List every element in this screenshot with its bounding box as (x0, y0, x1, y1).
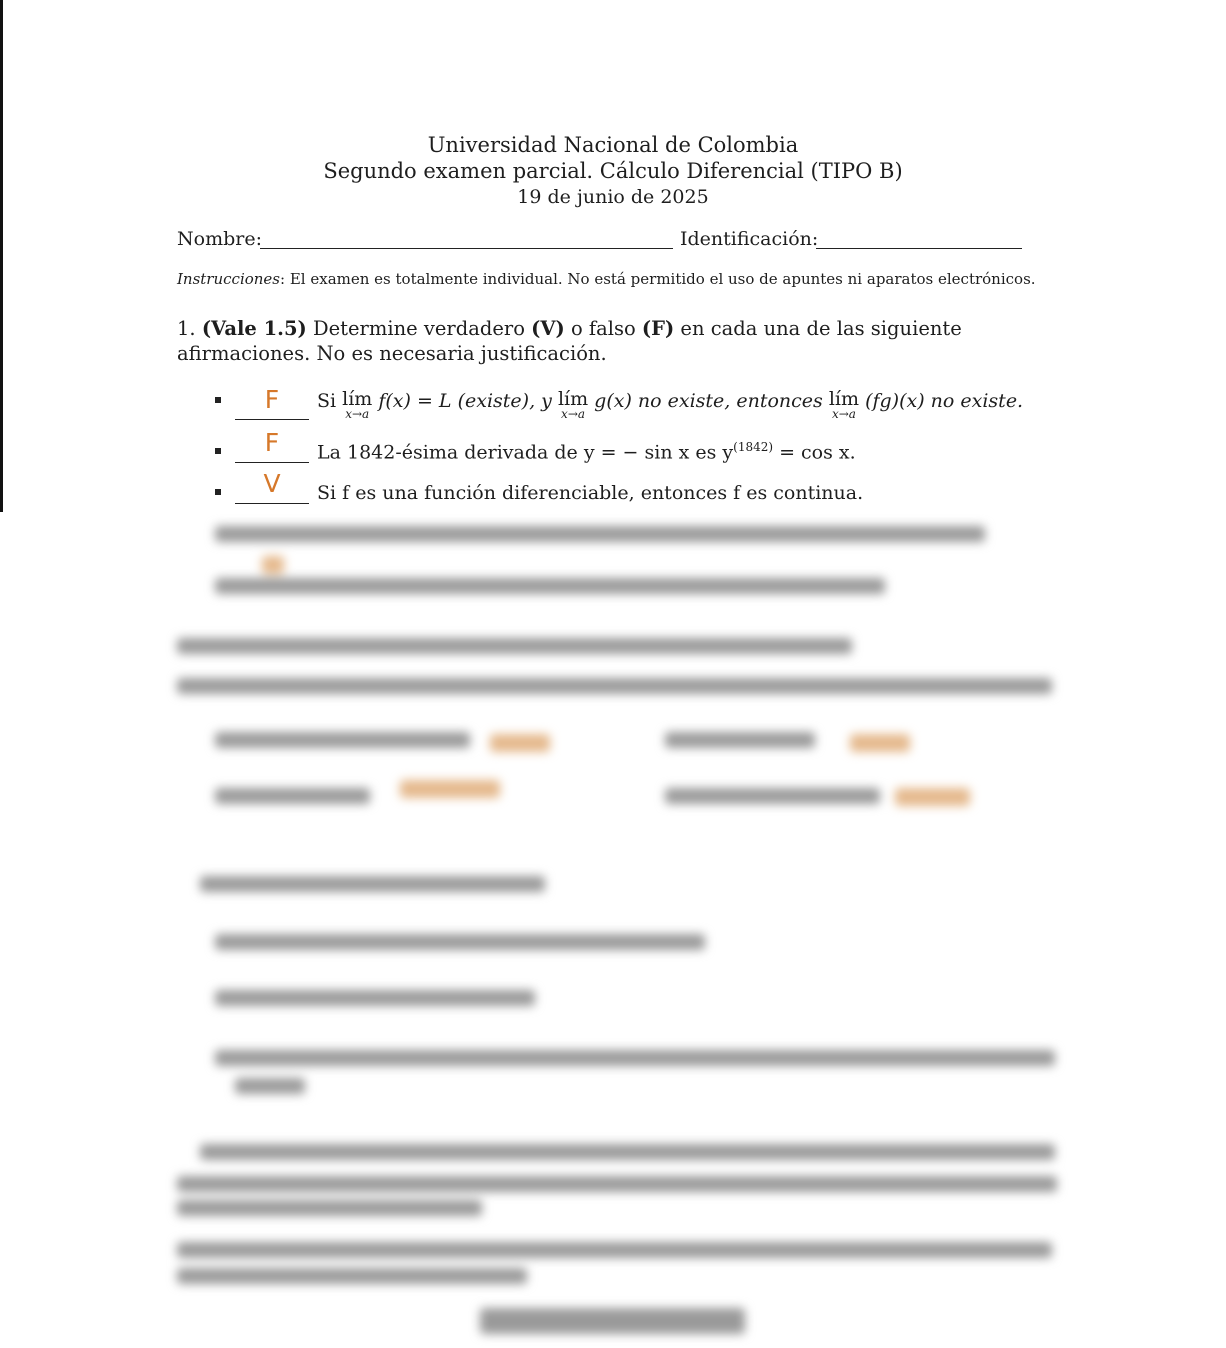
q1-number: 1. (177, 317, 196, 340)
blurred-line (177, 1176, 1057, 1192)
blurred-answer (490, 734, 550, 752)
q1-text-a: Determine verdadero (306, 317, 532, 340)
blurred-line (215, 732, 470, 748)
id-line[interactable] (816, 248, 1022, 249)
blurred-line (177, 1242, 1052, 1258)
blurred-answer (400, 780, 500, 798)
blurred-line (215, 578, 885, 594)
blurred-line (215, 990, 535, 1006)
instructions-label: Instrucciones (177, 270, 281, 288)
lim-sub: x→a (561, 407, 586, 421)
blurred-line (665, 788, 880, 804)
q1-item-1 (215, 385, 1024, 421)
blurred-line (177, 1200, 482, 1216)
blurred-line (177, 1268, 527, 1284)
item2-sup: (1842) (733, 440, 774, 454)
q1-text-c: en cada una de las siguiente afirmaciones. No es necesaria justificación. (177, 317, 962, 365)
blurred-line (177, 678, 1052, 694)
q1-text-b: o falso (564, 317, 642, 340)
lim-word: lím (828, 388, 860, 410)
item3-text: Si f es una función diferenciable, entonces f es continua. (317, 482, 864, 504)
q1-f: (F) (641, 317, 675, 340)
item1-part1: f(x) = L (existe), y (378, 390, 552, 412)
blurred-line (665, 732, 815, 748)
blurred-answer (895, 788, 970, 806)
exam-header (0, 132, 1226, 210)
handwritten-answer-3: V (263, 469, 281, 498)
item2-text: La 1842-ésima derivada de y = − sin x es y (317, 441, 734, 464)
q1-item-2 (215, 428, 856, 464)
item1-part3: (fg)(x) no existe. (865, 390, 1024, 412)
exam-date: 19 de junio de 2025 (517, 186, 709, 208)
blurred-line (200, 1144, 1055, 1160)
limit-3 (829, 390, 859, 420)
blurred-line (235, 1078, 305, 1094)
exam-title: Segundo examen parcial. Cálculo Diferencial (TIPO B) (323, 159, 903, 183)
blurred-answer (262, 556, 284, 574)
lim-sub: x→a (345, 407, 370, 421)
scan-edge (0, 0, 3, 512)
lim-sub: x→a (831, 407, 856, 421)
instructions-text: : El examen es totalmente individual. No está permitido el uso de apuntes ni aparatos electrónicos. (280, 270, 1036, 288)
bullet (215, 448, 221, 454)
name-line[interactable] (260, 248, 673, 249)
limit-1 (342, 390, 372, 420)
lim-word: lím (342, 388, 373, 410)
q1-value: (Vale 1.5) (201, 317, 307, 340)
q1-item-3 (215, 469, 864, 504)
instructions (177, 270, 1077, 288)
answer-blank-2[interactable] (235, 428, 309, 463)
bullet (215, 397, 221, 403)
blurred-line (215, 526, 985, 542)
q1-v: (V) (531, 317, 565, 340)
name-label: Nombre: (177, 228, 262, 250)
answer-blank-1[interactable] (235, 385, 309, 420)
limit-2 (558, 390, 588, 420)
blurred-line (200, 876, 545, 892)
blurred-line (480, 1308, 745, 1334)
blurred-line (177, 638, 852, 654)
question-1 (177, 316, 1057, 366)
blurred-line (215, 788, 370, 804)
blurred-line (215, 934, 705, 950)
id-label: Identificación: (680, 228, 819, 250)
lim-word: lím (557, 388, 589, 410)
bullet (215, 489, 221, 495)
handwritten-answer-2: F (264, 428, 280, 458)
answer-blank-3[interactable] (235, 469, 309, 504)
handwritten-answer-1: F (264, 385, 280, 414)
blurred-region (0, 512, 1226, 1348)
university-title: Universidad Nacional de Colombia (427, 133, 799, 157)
item2-tail: = cos x. (773, 441, 856, 464)
blurred-line (215, 1050, 1055, 1066)
blurred-answer (850, 734, 910, 752)
item1-si: Si (317, 390, 337, 412)
item1-part2: g(x) no existe, entonces (594, 390, 823, 412)
